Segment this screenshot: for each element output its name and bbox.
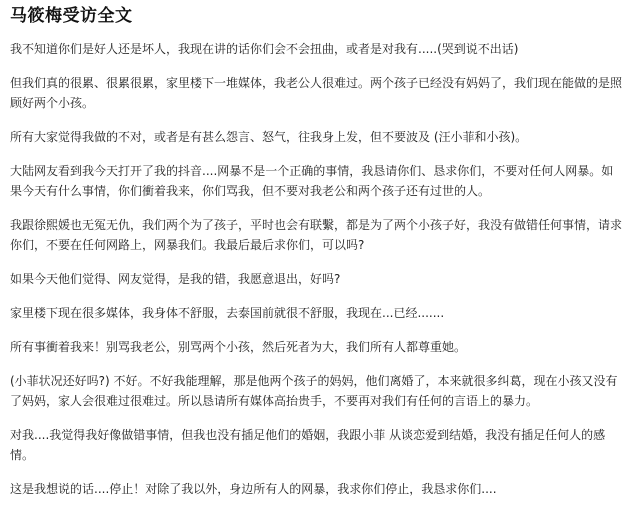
article-title: 马筱梅受访全文 [10, 6, 133, 26]
paragraph-3: 所有大家觉得我做的不对，或者是有甚么怨言、怒气，往我身上发，但不要波及 (汪小菲和小孩)。 [10, 130, 528, 144]
paragraph-8: 所有事衝着我来！别骂我老公，别骂两个小孩，然后死者为大，我们所有人都尊重她。 [10, 340, 467, 354]
paragraph-4: 大陆网友看到我今天打开了我的抖音....网暴不是一个正确的事情，我恳请你们、恳求你们，不要对任何人网暴。如果今天有什么事情，你们衝着我来，你们骂我，但不要对我老公和两个孩子还有过世的人。 [10, 164, 614, 198]
paragraph-2: 但我们真的很累、很累很累，家里楼下一堆媒体，我老公人很难过。两个孩子已经没有妈妈了，我们现在能做的是照顾好两个小孩。 [10, 76, 623, 110]
paragraph-7: 家里楼下现在很多媒体，我身体不舒服，去泰国前就很不舒服，我现在...已经....... [10, 306, 445, 320]
paragraph-6: 如果今天他们觉得、网友觉得，是我的错，我愿意退出，好吗? [10, 272, 341, 286]
paragraph-5: 我跟徐熙媛也无冤无仇，我们两个为了孩子，平时也会有联繫，都是为了两个小孩子好，我没有做错任何事情，请求你们，不要在任何网路上，网暴我们。我最后最后求你们，可以吗? [10, 218, 623, 252]
paragraph-1: 我不知道你们是好人还是坏人，我现在讲的话你们会不会扭曲，或者是对我有.....(哭到说不出话) [10, 42, 519, 56]
paragraph-10: 对我....我觉得我好像做错事情，但我也没有插足他们的婚姻，我跟小菲 从谈恋爱到结婚，我没有插足任何人的感情。 [10, 428, 606, 462]
article-body [10, 39, 622, 499]
paragraph-11: 这是我想说的话....停止！对除了我以外，身边所有人的网暴，我求你们停止，我恳求你们.... [10, 482, 497, 496]
paragraph-9: (小菲状况还好吗?) 不好。不好我能理解，那是他两个孩子的妈妈，他们离婚了，本来就很多纠葛，现在小孩又没有了妈妈，家人会很难过很难过。所以恳请所有媒体高抬贵手，不要再对我们有任何的言语上的暴力。 [10, 374, 618, 408]
